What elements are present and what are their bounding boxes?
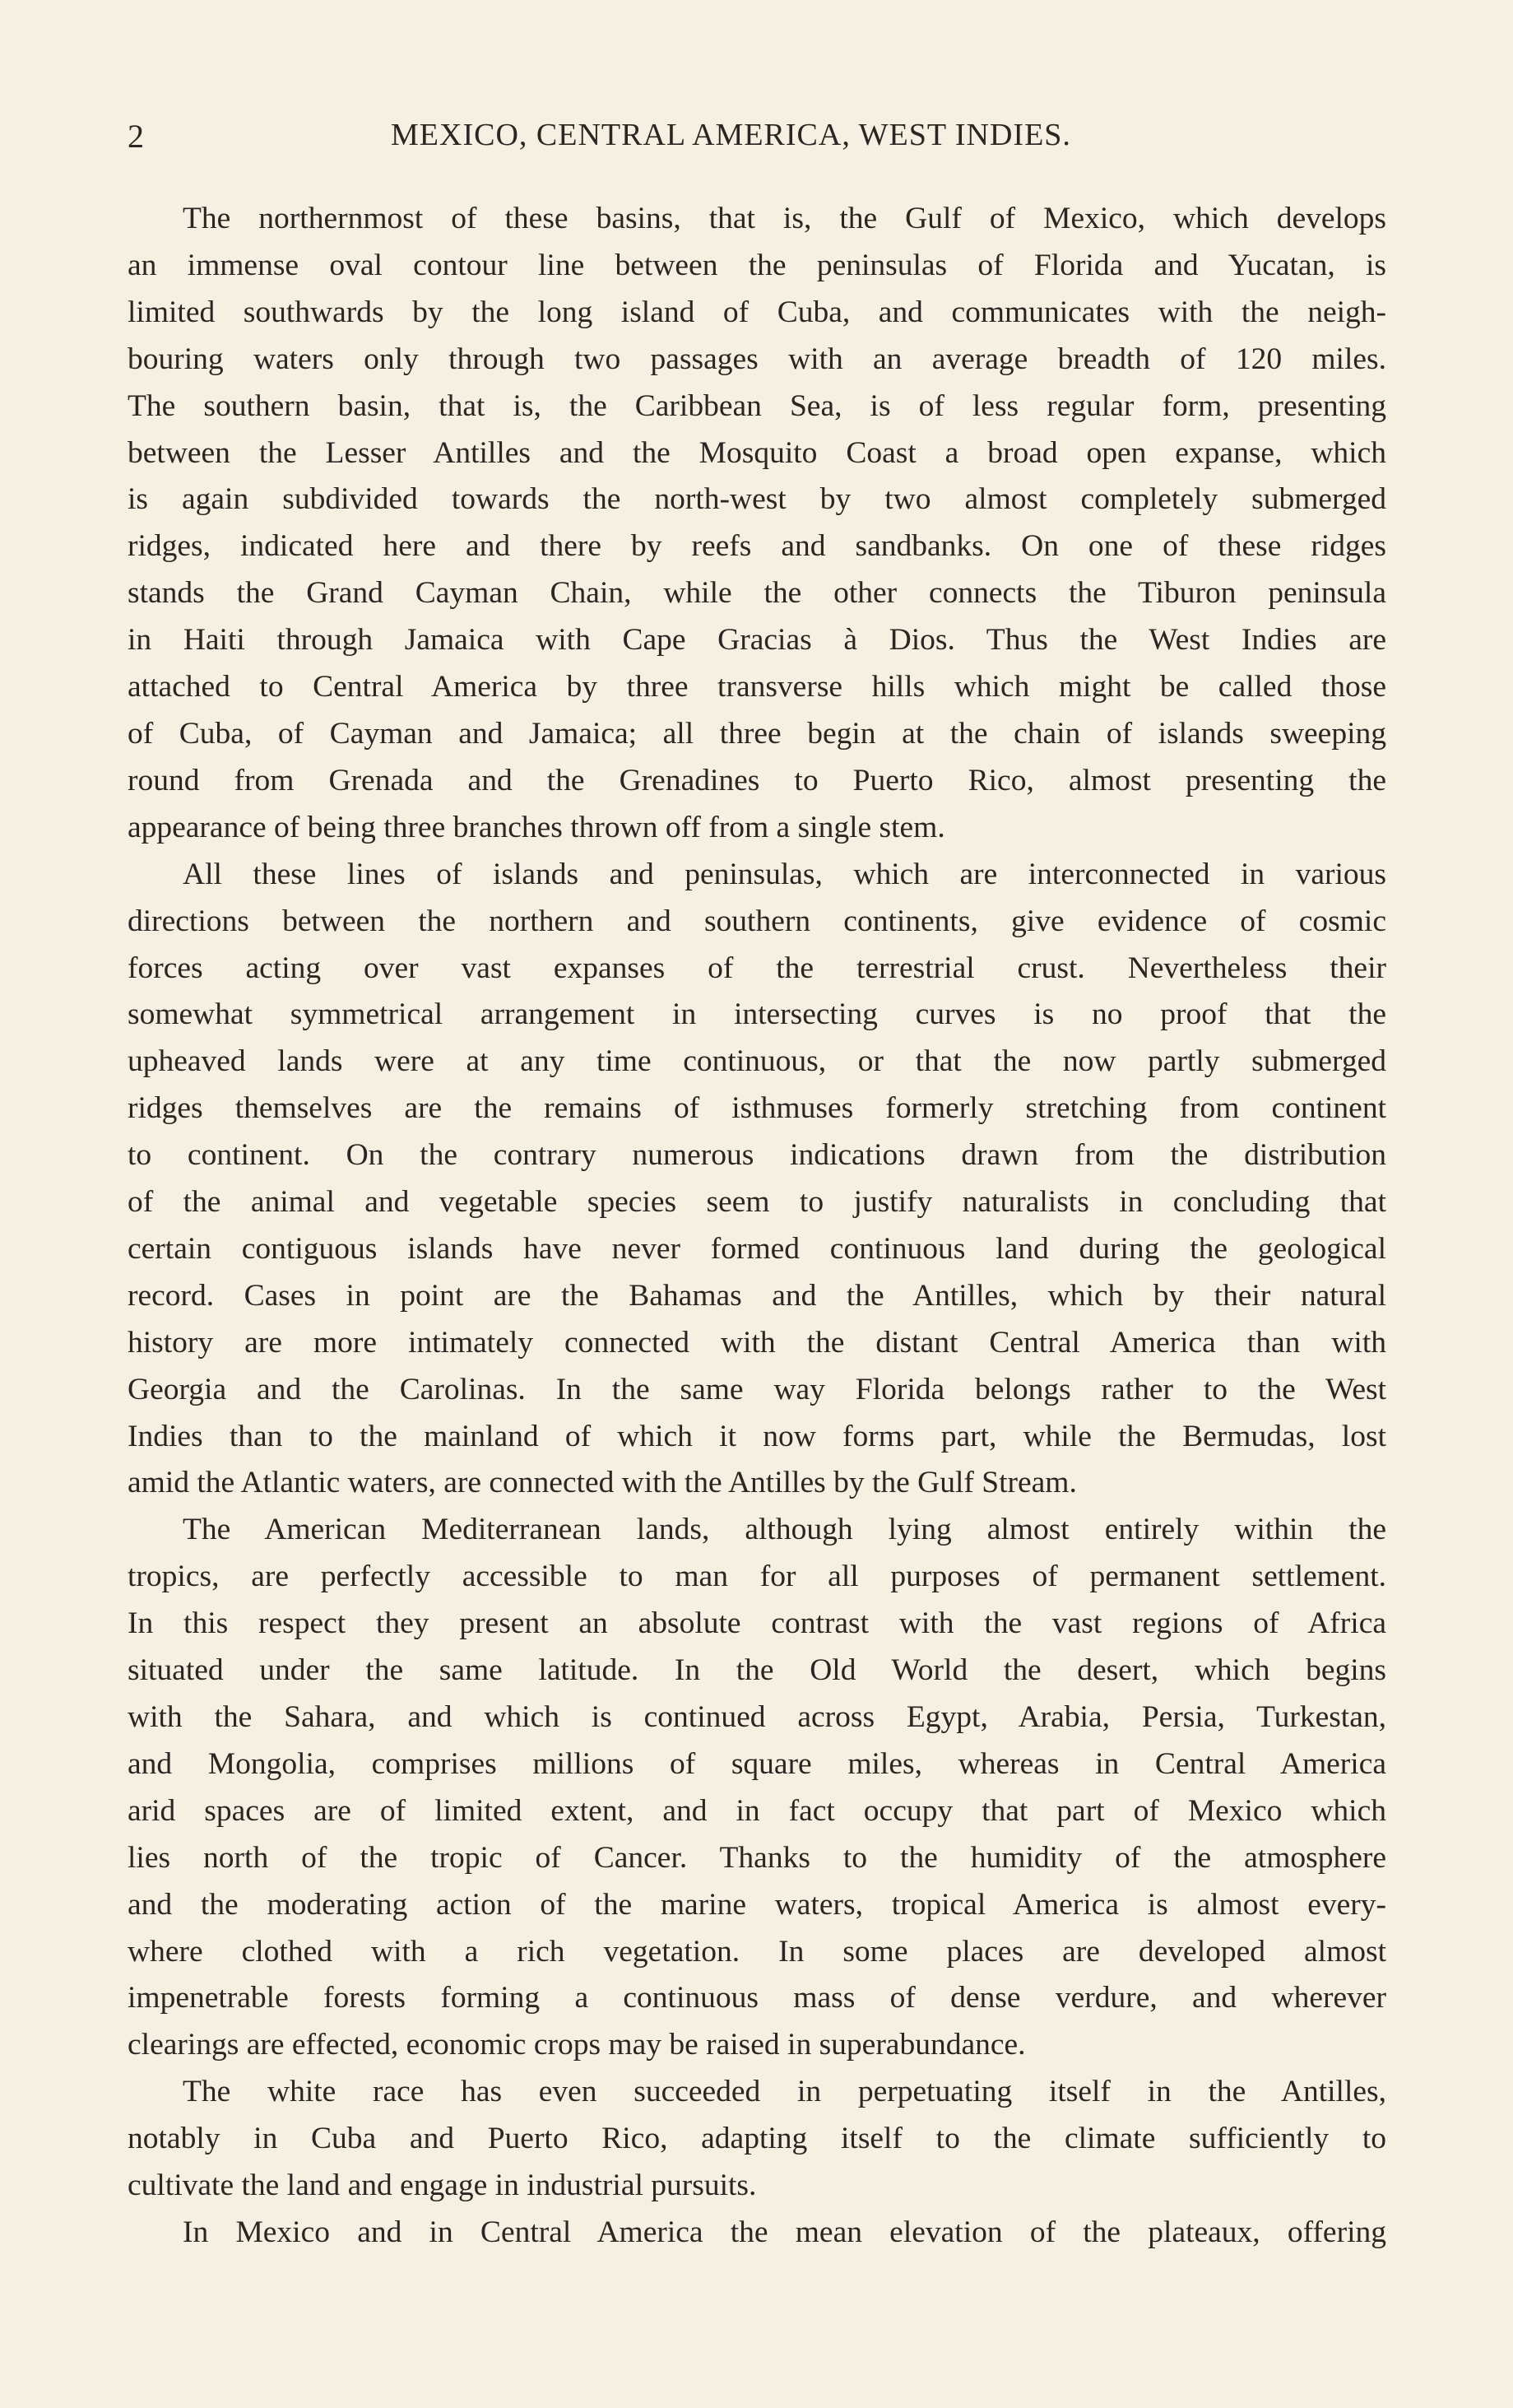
text-line: In Mexico and in Central America the mean elevation of the plateaux, offering: [183, 2215, 1386, 2249]
text-line: tropics, are perfectly accessible to man for all purposes of permanent settlement.: [128, 1560, 1386, 1594]
text-line: stands the Grand Cayman Chain, while the other connects the Tiburon peninsula: [128, 576, 1386, 611]
body-text: [128, 196, 1386, 2257]
text-line: ridges themselves are the remains of isthmuses formerly stretching from continent: [128, 1091, 1386, 1126]
text-line: with the Sahara, and which is continued across Egypt, Arabia, Persia, Turkestan,: [128, 1700, 1386, 1734]
text-line: in Haiti through Jamaica with Cape Gracias à Dios. Thus the West Indies are: [128, 623, 1386, 658]
text-line: situated under the same latitude. In the Old World the desert, which begins: [128, 1653, 1386, 1688]
text-line: ridges, indicated here and there by reefs and sandbanks. On one of these ridges: [128, 529, 1386, 564]
paragraph-1: [128, 196, 1386, 852]
text-line: upheaved lands were at any time continuous, or that the now partly submerged: [128, 1044, 1386, 1079]
text-line: impenetrable forests forming a continuous mass of dense verdure, and wherever: [128, 1981, 1386, 2015]
text-line: somewhat symmetrical arrangement in intersecting curves is no proof that the: [128, 997, 1386, 1032]
running-title: MEXICO, CENTRAL AMERICA, WEST INDIES.: [391, 118, 1071, 152]
text-line: The southern basin, that is, the Caribbean Sea, is of less regular form, presenting: [128, 388, 1386, 423]
text-line: round from Grenada and the Grenadines to Puerto Rico, almost presenting the: [128, 763, 1386, 797]
text-line: where clothed with a rich vegetation. In some places are developed almost: [128, 1934, 1386, 1969]
text-line: and the moderating action of the marine waters, tropical America is almost every-: [128, 1887, 1386, 1922]
page-number: 2: [128, 118, 144, 155]
paragraph-3: [128, 1507, 1386, 2069]
text-line: of the animal and vegetable species seem to justify naturalists in concluding that: [128, 1185, 1386, 1220]
text-line: amid the Atlantic waters, are connected with the Antilles by the Gulf Stream.: [128, 1466, 1077, 1500]
text-line: clearings are effected, economic crops may be raised in superabundance.: [128, 2028, 1026, 2062]
paragraph-2: [128, 852, 1386, 1508]
running-head: [128, 117, 1386, 166]
text-line: directions between the northern and southern continents, give evidence of cosmic: [128, 904, 1386, 938]
text-line: The American Mediterranean lands, although lying almost entirely within the: [183, 1513, 1386, 1547]
paragraph-4: [128, 2069, 1386, 2210]
text-line: limited southwards by the long island of Cuba, and communicates with the neigh-: [128, 295, 1386, 329]
text-line: record. Cases in point are the Bahamas and the Antilles, which by their natural: [128, 1278, 1386, 1313]
text-line: attached to Central America by three transverse hills which might be called those: [128, 670, 1386, 704]
text-line: history are more intimately connected with the distant Central America than with: [128, 1325, 1386, 1360]
text-line: appearance of being three branches thrown off from a single stem.: [128, 810, 945, 844]
text-line: In this respect they present an absolute contrast with the vast regions of Africa: [128, 1606, 1386, 1641]
text-line: Indies than to the mainland of which it now forms part, while the Bermudas, lost: [128, 1419, 1386, 1453]
text-line: cultivate the land and engage in industrial pursuits.: [128, 2169, 757, 2203]
text-line: The northernmost of these basins, that is, the Gulf of Mexico, which develops: [183, 202, 1386, 235]
text-line: an immense oval contour line between the peninsulas of Florida and Yucatan, is: [128, 248, 1386, 282]
text-line: between the Lesser Antilles and the Mosquito Coast a broad open expanse, which: [128, 435, 1386, 470]
text-line: to continent. On the contrary numerous indications drawn from the distribution: [128, 1138, 1386, 1173]
paragraph-5: [128, 2210, 1386, 2257]
text-line: forces acting over vast expanses of the terrestrial crust. Nevertheless their: [128, 951, 1386, 985]
text-line: bouring waters only through two passages with an average breadth of 120 miles.: [128, 342, 1386, 376]
text-line: certain contiguous islands have never formed continuous land during the geological: [128, 1231, 1386, 1266]
text-line: The white race has even succeeded in perpetuating itself in the Antilles,: [183, 2075, 1386, 2109]
text-line: Georgia and the Carolinas. In the same way Florida belongs rather to the West: [128, 1372, 1386, 1406]
text-line: lies north of the tropic of Cancer. Thanks to the humidity of the atmosphere: [128, 1840, 1386, 1875]
text-line: of Cuba, of Cayman and Jamaica; all three begin at the chain of islands sweeping: [128, 716, 1386, 751]
text-line: arid spaces are of limited extent, and in fact occupy that part of Mexico which: [128, 1793, 1386, 1828]
text-line: and Mongolia, comprises millions of square miles, whereas in Central America: [128, 1746, 1386, 1781]
text-line: is again subdivided towards the north-west by two almost completely submerged: [128, 482, 1386, 517]
text-line: All these lines of islands and peninsulas, which are interconnected in various: [183, 857, 1386, 891]
text-line: notably in Cuba and Puerto Rico, adapting itself to the climate sufficiently to: [128, 2122, 1386, 2156]
